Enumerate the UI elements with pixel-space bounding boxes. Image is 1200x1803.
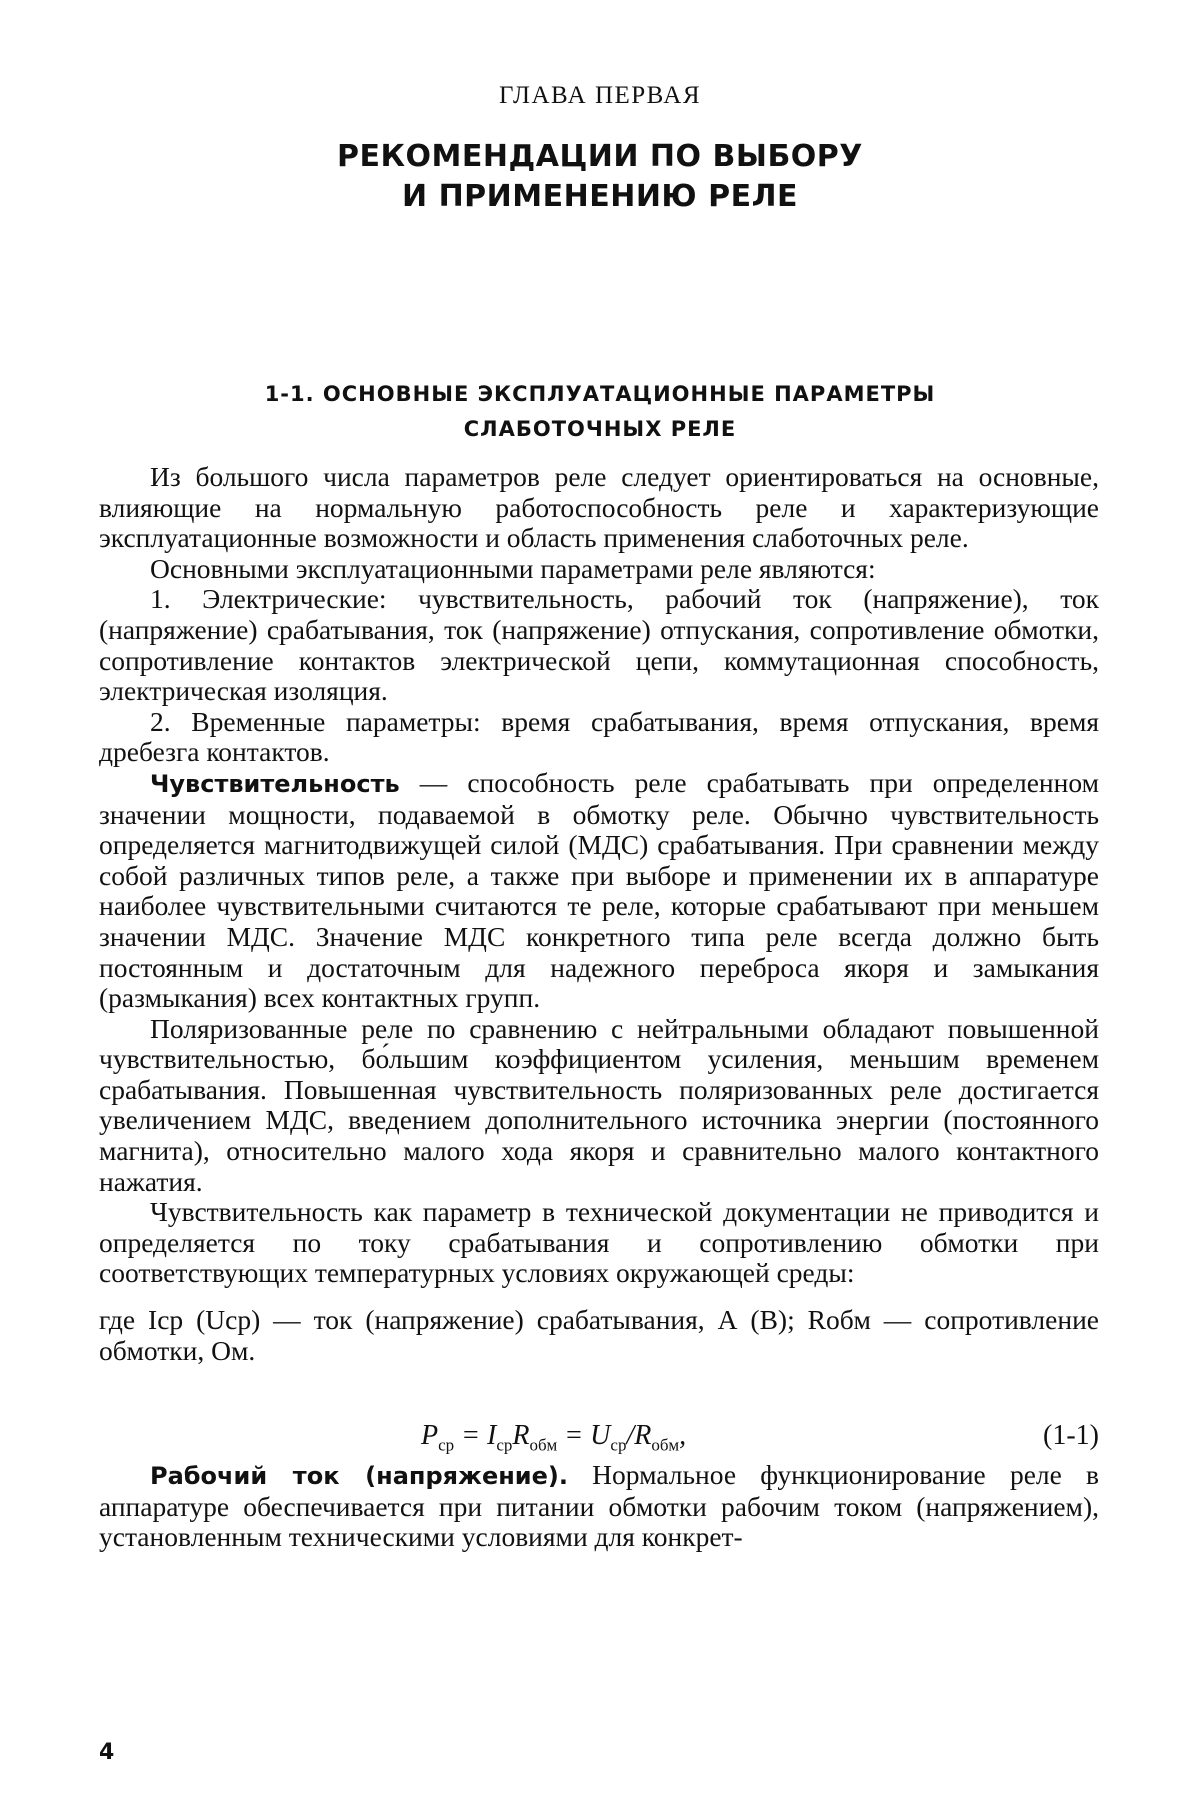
paragraph-polarized: Поляризованные реле по сравнению с нейтральными обладают повышенной чувствительностью, бо́льшим коэффициентом усиления, меньшим временем срабатывания. Повышенная чувствительность поляризованных реле достигается увеличением МДС, введением дополнительного источника энергии (постоянного магнита), относительно малого хода якоря и сравнительно малого контактного нажатия. [99,1012,1099,1197]
body-text-top [99,462,1099,1289]
paragraph-intro: Из большого числа параметров реле следует ориентироваться на основные, влияющие на нормальную работоспособность реле и характеризующие эксплуатационные возможности и область применения слаботочных реле. [99,461,1099,554]
paragraph-electrical: 1. Электрические: чувствительность, рабочий ток (напряжение), ток (напряжение) срабатывания, ток (напряжение) отпускания, сопротивление обмотки, сопротивление контактов электрической цепи, коммутационная способность, электрическая изоляция. [99,583,1099,707]
formula-1-1 [99,1420,1099,1460]
chapter-title [0,137,1200,217]
paragraph-sensitivity [99,768,1099,1014]
sensitivity-definition: — способность реле срабатывать при определенном значении мощности, подаваемой в обмотку реле. Обычно чувствительность определяется магнитодвижущей силой (МДС) срабатывания. При сравнении между собой различных типов реле, а также при выборе и применении их в аппаратуре наиболее чувствительными считаются те реле, которые срабатывают при меньшем значении МДС. Значение МДС конкретного типа реле всегда должно быть постоянным и достаточным для надежного переброса якоря и замыкания (размыкания) всех контактных групп. [99,766,1099,1014]
formula-expression: $P_{ср} = I_{ср}R_{обм} = U_{ср}/R_{обм}$, [421,1420,687,1455]
working-current-text: Нормальное функционирование реле в аппаратуре обеспечивается при питании обмотки рабочим током (напряжением), установленным техническими условиями для конкрет- [99,1459,1099,1553]
paragraph-formula-intro: Чувствительность как параметр в технической документации не приводится и определяется по току срабатывания и сопротивлению обмотки при соответствующих температурных условиях окружающей среды: [99,1196,1099,1289]
chapter-label: ГЛАВА ПЕРВАЯ [498,82,702,109]
paragraph-main-params: Основными эксплуатационными параметрами реле являются: [150,552,876,584]
body-text-bottom [99,1460,1099,1553]
body-text-where [99,1305,1099,1366]
section-heading-line-1: 1-1. ОСНОВНЫЕ ЭКСПЛУАТАЦИОННЫЕ ПАРАМЕТРЫ [264,382,936,406]
paragraph-temporal: 2. Временные параметры: время срабатывания, время отпускания, время дребезга контактов. [99,705,1099,768]
term-sensitivity: Чувствительность [150,769,400,798]
section-heading-line-2: СЛАБОТОЧНЫХ РЕЛЕ [463,417,737,441]
formula-number: (1-1) [1043,1420,1099,1451]
chapter-title-line-1: РЕКОМЕНДАЦИИ ПО ВЫБОРУ [337,139,863,174]
chapter-title-line-2: И ПРИМЕНЕНИЮ РЕЛЕ [402,179,798,214]
section-heading [0,377,1200,447]
paragraph-where: где Iср (Uср) — ток (напряжение) срабатывания, А (В); Rобм — сопротивление обмотки, Ом. [99,1304,1099,1366]
paragraph-working-current [99,1460,1099,1553]
term-working-current: Рабочий ток (напряжение). [150,1462,568,1490]
page-number: 4 [99,1740,115,1765]
